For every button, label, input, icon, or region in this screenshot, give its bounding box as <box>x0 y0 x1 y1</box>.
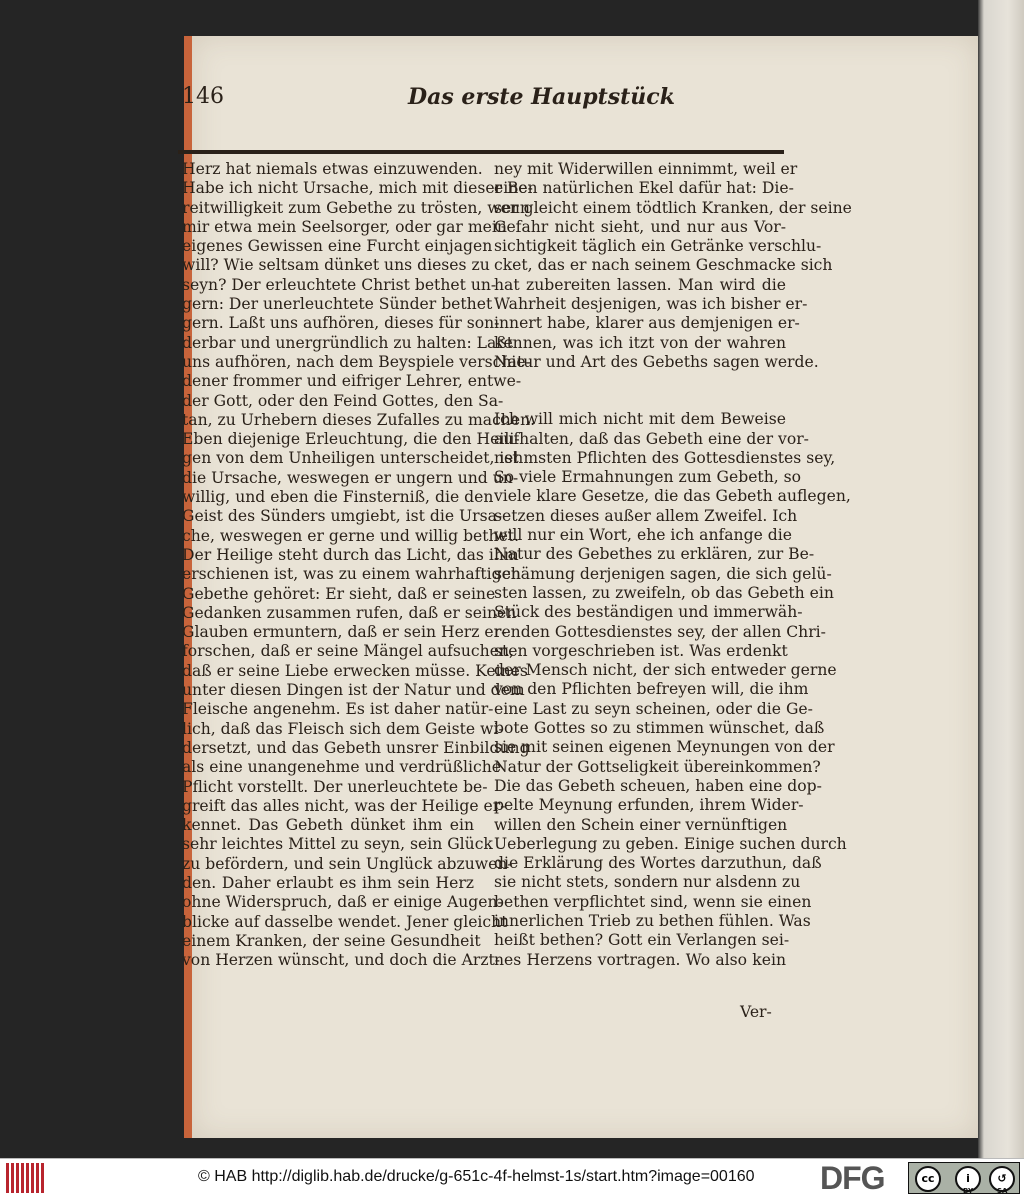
text-line: sten lassen, zu zweifeln, ob das Gebeth ein <box>494 583 834 602</box>
text-line: mir etwa mein Seelsorger, oder gar mein <box>182 217 507 236</box>
text-line: Pflicht vorstellt. Der unerleuchtete be- <box>182 777 488 796</box>
text-line: Fleische angenehm. Es ist daher natür- <box>182 700 494 719</box>
text-line: sie nicht stets, sondern nur alsdenn zu <box>494 873 801 892</box>
page-header <box>182 84 782 114</box>
text-line: der Gott, oder den Feind Gottes, den Sa- <box>182 391 504 410</box>
text-line: innert habe, klarer aus demjenigen er- <box>494 314 800 333</box>
text-line: will? Wie seltsam dünket uns dieses zu <box>182 256 490 275</box>
text-line: Gedanken zusammen rufen, daß er seinen <box>182 603 517 622</box>
text-line: blicke auf dasselbe wendet. Jener gleicht <box>182 912 508 931</box>
text-line: sten vorgeschrieben ist. Was erdenkt <box>494 641 788 660</box>
text-line: von den Pflichten befreyen will, die ihm <box>494 680 809 699</box>
text-line: Wahrheit desjenigen, was ich bisher er- <box>494 295 808 314</box>
text-line: die Ursache, weswegen er ungern und un- <box>182 468 519 487</box>
text-line: kennet. Das Gebeth dünket ihm ein <box>182 816 474 835</box>
text-line: sichtigkeit täglich ein Getränke verschlu- <box>494 237 822 256</box>
text-line: cket, das er nach seinem Geschmacke sich <box>494 256 833 275</box>
text-line: Habe ich nicht Ursache, mich mit dieser Be- <box>182 179 533 198</box>
text-line: Gebethe gehöret: Er sieht, daß er seine <box>182 584 496 603</box>
text-line: zu befördern, und sein Unglück abzuwen- <box>182 854 513 873</box>
text-line: Stück des beständigen und immerwäh- <box>494 603 803 622</box>
text-line: der Mensch nicht, der sich entweder gerne <box>494 661 837 680</box>
text-line: nes Herzens vortragen. Wo also kein <box>494 950 786 969</box>
text-line: Ich will mich nicht mit dem Beweise <box>494 410 786 429</box>
text-line: die Erklärung des Wortes darzuthun, daß <box>494 854 822 873</box>
text-line: eigenes Gewissen eine Furcht einjagen <box>182 237 493 256</box>
text-line: Natur des Gebethes zu erklären, zur Be- <box>494 545 815 564</box>
text-line: seyn? Der erleuchtete Christ bethet un- <box>182 275 497 294</box>
text-line: Natur und Art des Gebeths sagen werde. <box>494 352 819 371</box>
adjacent-page-edge <box>978 0 1024 1158</box>
text-line: von Herzen wünscht, und doch die Arzt- <box>182 951 501 970</box>
text-line: einen natürlichen Ekel dafür hat: Die- <box>494 179 794 198</box>
text-line: tan, zu Urhebern dieses Zufalles zu machen. <box>182 410 536 429</box>
text-line: reitwilligkeit zum Gebethe zu trösten, wenn <box>182 198 530 217</box>
text-line: greift das alles nicht, was der Heilige er- <box>182 796 506 815</box>
text-line: willig, und eben die Finsterniß, die den <box>182 488 494 507</box>
text-line: Ueberlegung zu geben. Einige suchen durch <box>494 834 847 853</box>
paragraph-break <box>494 372 786 410</box>
text-line: forschen, daß er seine Mängel aufsuchen, <box>182 642 514 661</box>
text-line: So viele Ermahnungen zum Gebeth, so <box>494 468 802 487</box>
text-line: eine Last zu seyn scheinen, oder die Ge- <box>494 699 813 718</box>
text-line: Geist des Sünders umgiebt, ist die Ursa- <box>182 507 503 526</box>
text-line: Eben diejenige Erleuchtung, die den Heili- <box>182 430 520 449</box>
text-line: Gefahr nicht sieht, und nur aus Vor- <box>494 217 786 236</box>
text-line: kennen, was ich itzt von der wahren <box>494 333 786 352</box>
viewer-footer <box>0 1158 1024 1197</box>
text-line: Der Heilige steht durch das Licht, das ihm <box>182 545 519 564</box>
catchword: Ver- <box>740 1003 772 1021</box>
text-line: den. Daher erlaubt es ihm sein Herz <box>182 873 474 892</box>
text-line: setzen dieses außer allem Zweifel. Ich <box>494 506 798 525</box>
text-line: renden Gottesdienstes sey, der allen Chri- <box>494 622 826 641</box>
text-line: che, weswegen er gerne und willig bethet. <box>182 526 520 545</box>
text-line: unter diesen Dingen ist der Natur und dem <box>182 681 525 700</box>
text-line: heißt bethen? Gott ein Verlangen sei- <box>494 931 790 950</box>
text-line: ser gleicht einem tödtlich Kranken, der seine <box>494 198 852 217</box>
text-line: lich, daß das Fleisch sich dem Geiste wi- <box>182 719 504 738</box>
text-line: bethen verpflichtet sind, wenn sie einen <box>494 892 812 911</box>
text-line: Herz hat niemals etwas einzuwenden. <box>182 160 483 178</box>
text-line: Glauben ermuntern, daß er sein Herz er- <box>182 623 507 642</box>
text-line: viele klare Gesetze, die das Gebeth auflegen, <box>494 487 851 506</box>
text-line: als eine unangenehme und verdrüßliche <box>182 758 502 777</box>
text-line: derbar und unergründlich zu halten: Laßt <box>182 333 513 352</box>
text-line: gern: Der unerleuchtete Sünder bethet <box>182 295 493 314</box>
dfg-logo: DFG <box>820 1160 885 1196</box>
page-number: 146 <box>182 84 224 109</box>
left-text-column <box>182 160 536 970</box>
text-line: nehmsten Pflichten des Gottesdienstes sey, <box>494 448 836 467</box>
text-line: sie mit seinen eigenen Meynungen von der <box>494 738 835 757</box>
text-line: erschienen ist, was zu einem wahrhaftigen <box>182 565 521 584</box>
text-line: schämung derjenigen sagen, die sich gelü- <box>494 564 832 583</box>
text-line: uns aufhören, nach dem Beyspiele verschie- <box>182 352 531 371</box>
hab-barcode-logo <box>6 1163 46 1193</box>
text-line: einem Kranken, der seine Gesundheit <box>182 931 481 950</box>
text-line: daß er seine Liebe erwecken müsse. Keines <box>182 661 528 680</box>
attribution-icon: i <box>955 1166 981 1192</box>
share-alike-icon: ↺ <box>989 1166 1015 1192</box>
text-line: will nur ein Wort, ehe ich anfange die <box>494 526 792 545</box>
license-label-sa: SA <box>997 1187 1008 1195</box>
text-line: Die das Gebeth scheuen, haben eine dop- <box>494 776 822 795</box>
text-line: dener frommer und eifriger Lehrer, entwe- <box>182 372 522 391</box>
text-line: hat zubereiten lassen. Man wird die <box>494 275 786 294</box>
header-rule <box>178 150 784 154</box>
text-line: ohne Widerspruch, daß er einige Augen- <box>182 893 503 912</box>
copyright-link[interactable]: © HAB http://diglib.hab.de/drucke/g-651c-4f-helmst-1s/start.htm?image=00160 <box>198 1168 755 1185</box>
cc-license-badge[interactable] <box>908 1162 1020 1194</box>
cc-icon: cc <box>915 1166 941 1192</box>
text-line: ney mit Widerwillen einnimmt, weil er <box>494 160 798 178</box>
text-line: gern. Laßt uns aufhören, dieses für son- <box>182 314 500 333</box>
text-line: innerlichen Trieb zu bethen fühlen. Was <box>494 911 811 930</box>
text-line: sehr leichtes Mittel zu seyn, sein Glück <box>182 835 493 854</box>
text-line: bote Gottes so zu stimmen wünschet, daß <box>494 719 825 738</box>
text-line: gen von dem Unheiligen unterscheidet, ist <box>182 449 519 468</box>
text-line: pelte Meynung erfunden, ihrem Wider- <box>494 796 804 815</box>
running-title: Das erste Hauptstück <box>408 84 675 110</box>
text-line: dersetzt, und das Gebeth unsrer Einbildung <box>182 738 530 757</box>
license-label-by: BY <box>963 1187 974 1195</box>
text-line: Natur der Gottseligkeit übereinkommen? <box>494 757 821 776</box>
text-line: aufhalten, daß das Gebeth eine der vor- <box>494 429 809 448</box>
right-text-column <box>494 160 852 970</box>
text-line: willen den Schein einer vernünftigen <box>494 815 788 834</box>
